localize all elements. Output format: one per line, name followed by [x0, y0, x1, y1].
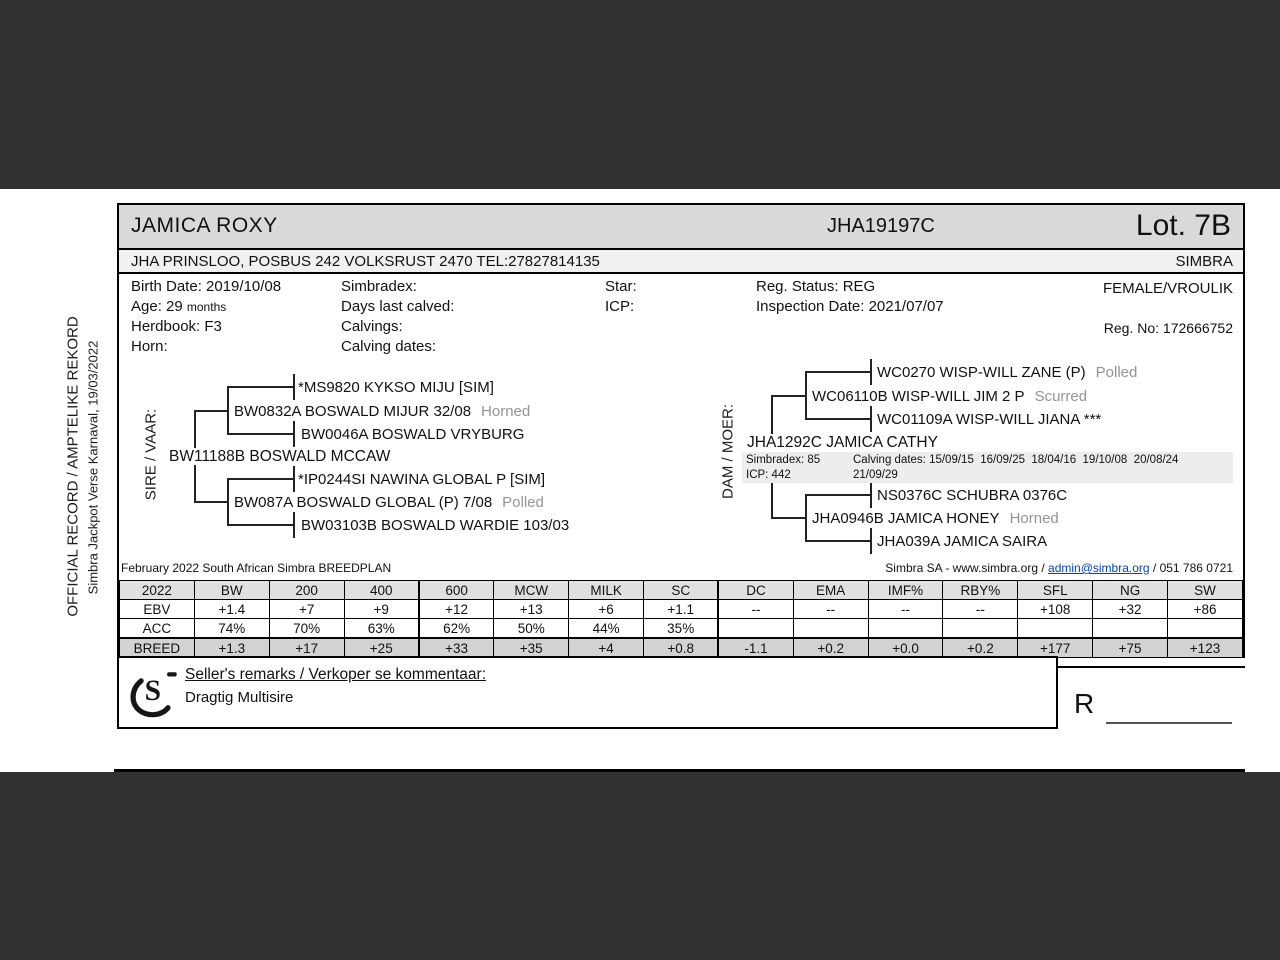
- ebv-col-header: EMA: [793, 581, 868, 600]
- ebv-cell: +1.4: [194, 600, 269, 619]
- birth-date: Birth Date: 2019/10/08: [131, 278, 282, 295]
- ebv-cell: 62%: [419, 619, 494, 639]
- email-link[interactable]: admin@simbra.org: [1048, 561, 1150, 575]
- dam-axis-label: DAM / MOER:: [719, 404, 737, 500]
- dam-calving-dates-2: 21/09/29: [853, 469, 898, 481]
- ebv-cell: 50%: [494, 619, 569, 639]
- tree-line: [227, 387, 229, 434]
- ebv-col-header: NG: [1093, 581, 1168, 600]
- ebv-cell: [718, 619, 793, 639]
- ebv-row-breed: [120, 638, 1243, 658]
- title-bar: [119, 205, 1243, 250]
- sire-dam: BW087A BOSWALD GLOBAL (P) 7/08 Polled: [233, 494, 547, 511]
- seller-remarks-box: [117, 656, 1058, 729]
- dam-grandsire-1: WC0270 WISP-WILL ZANE (P) Polled: [876, 364, 1140, 381]
- tree-line: [227, 479, 229, 526]
- sire-sire: BW0832A BOSWALD MIJUR 32/08 Horned: [233, 403, 533, 420]
- tree-line: [805, 494, 870, 496]
- ebv-cell: 35%: [644, 619, 719, 639]
- tree-line: [293, 374, 295, 400]
- ebv-cell: +1.1: [644, 600, 719, 619]
- ebv-col-header: BW: [194, 581, 269, 600]
- dam-name: JHA1292C JAMICA CATHY: [746, 434, 941, 451]
- ebv-table: [119, 580, 1243, 658]
- tree-line: [227, 524, 293, 526]
- sire-grandsire-1: *MS9820 KYKSO MIJU [SIM]: [297, 379, 497, 396]
- tree-line: [194, 501, 227, 503]
- currency-symbol: R: [1074, 688, 1095, 719]
- herdbook: Herdbook: F3: [131, 318, 222, 335]
- dam-dam: JHA0946B JAMICA HONEY Horned: [811, 510, 1062, 527]
- age: Age: 29 months: [131, 298, 227, 315]
- ebv-cell: +13: [494, 600, 569, 619]
- tree-line: [293, 512, 295, 538]
- sire-granddam-2: BW03103B BOSWALD WARDIE 103/03: [300, 517, 572, 534]
- ebv-cell: +35: [494, 638, 569, 658]
- tree-line: [870, 359, 872, 385]
- dam-fertility-info: [742, 452, 1233, 483]
- dam-simbradex: Simbradex: 85: [746, 454, 821, 466]
- ebv-header-row: [120, 581, 1243, 600]
- tree-line: [771, 395, 805, 397]
- dam-icp: ICP: 442: [746, 469, 791, 481]
- official-record-banner: OFFICIAL RECORD / AMPTELIKE REKORD: [64, 316, 82, 617]
- info-col-2: [341, 277, 454, 357]
- ebv-cell: +177: [1018, 638, 1093, 658]
- ebv-cell: [793, 619, 868, 639]
- ebv-cell: -1.1: [718, 638, 793, 658]
- ebv-cell: [943, 619, 1018, 639]
- calving-dates-label: Calving dates:: [341, 338, 437, 355]
- dam-grandsire-2: NS0376C SCHUBRA 0376C: [876, 487, 1070, 504]
- sire-name: BW11188B BOSWALD MCCAW: [168, 448, 393, 465]
- page-bottom-rule: [114, 769, 1245, 772]
- ebv-col-header: 200: [269, 581, 344, 600]
- ebv-cell: [1018, 619, 1093, 639]
- animal-record-card: [117, 203, 1245, 658]
- tree-line: [805, 372, 807, 420]
- ebv-col-header: IMF%: [868, 581, 943, 600]
- tree-line: [293, 466, 295, 492]
- ebv-row-label: ACC: [120, 619, 195, 639]
- ebv-cell: 63%: [344, 619, 419, 639]
- info-col-4: [756, 277, 944, 317]
- tree-line: [227, 386, 293, 388]
- tree-line: [771, 517, 805, 519]
- ebv-row-ebv: [120, 600, 1243, 619]
- top-dark-bar: [0, 0, 1280, 189]
- ebv-cell: +9: [344, 600, 419, 619]
- ebv-col-header: 600: [419, 581, 494, 600]
- ebv-cell: +6: [569, 600, 644, 619]
- ebv-cell: +7: [269, 600, 344, 619]
- tree-line: [771, 395, 773, 435]
- reg-no: Reg. No: 172666752: [1103, 320, 1233, 336]
- ebv-cell: --: [868, 600, 943, 619]
- dam-granddam-1: WC01109A WISP-WILL JIANA ***: [876, 411, 1104, 428]
- ebv-col-header: RBY%: [943, 581, 1018, 600]
- tree-line: [227, 478, 293, 480]
- reg-status: Reg. Status: REG: [756, 278, 876, 295]
- ebv-col-header: 400: [344, 581, 419, 600]
- tree-line: [293, 421, 295, 447]
- tree-line: [805, 418, 870, 420]
- tree-line: [194, 410, 227, 412]
- sire-granddam-1: BW0046A BOSWALD VRYBURG: [300, 426, 527, 443]
- ebv-cell: +0.8: [644, 638, 719, 658]
- simbra-logo-icon: [129, 665, 181, 721]
- ebv-cell: --: [718, 600, 793, 619]
- ebv-row-label: EBV: [120, 600, 195, 619]
- ebv-cell: [868, 619, 943, 639]
- seller-bar: [119, 250, 1243, 274]
- horn-label: Horn:: [131, 338, 168, 355]
- ebv-cell: +17: [269, 638, 344, 658]
- price-box-rule: [1058, 666, 1245, 668]
- ebv-col-header: SC: [644, 581, 719, 600]
- icp-label: ICP:: [605, 298, 635, 315]
- tree-line: [771, 483, 773, 519]
- ebv-row-label: BREED: [120, 638, 195, 658]
- remarks-text: Dragtig Multisire: [185, 689, 294, 706]
- ebv-cell: +33: [419, 638, 494, 658]
- event-banner: Simbra Jackpot Verse Karnaval, 19/03/2022: [85, 340, 101, 595]
- ebv-cell: +32: [1093, 600, 1168, 619]
- dam-sire: WC06110B WISP-WILL JIM 2 P Scurred: [811, 388, 1090, 405]
- info-col-3: [605, 277, 637, 317]
- simbradex-label: Simbradex:: [341, 278, 417, 295]
- animal-name: JAMICA ROXY: [131, 214, 278, 237]
- ebv-cell: +0.0: [868, 638, 943, 658]
- ebv-col-header: SFL: [1018, 581, 1093, 600]
- ebv-col-header: SW: [1168, 581, 1243, 600]
- sex-label: FEMALE/VROULIK: [1102, 280, 1233, 297]
- ebv-cell: 44%: [569, 619, 644, 639]
- tree-line: [870, 482, 872, 508]
- breed-name: SIMBRA: [1175, 253, 1233, 270]
- ebv-col-header: 2022: [120, 581, 195, 600]
- ebv-cell: +25: [344, 638, 419, 658]
- ebv-cell: --: [793, 600, 868, 619]
- ebv-cell: +123: [1168, 638, 1243, 658]
- tree-line: [805, 494, 807, 542]
- sire-grandsire-2: *IP0244SI NAWINA GLOBAL P [SIM]: [297, 471, 548, 488]
- ebv-cell: +75: [1093, 638, 1168, 658]
- ebv-cell: [1168, 619, 1243, 639]
- inspection-date: Inspection Date: 2021/07/07: [756, 298, 944, 315]
- ebv-cell: +12: [419, 600, 494, 619]
- seller-address: JHA PRINSLOO, POSBUS 242 VOLKSRUST 2470 TEL:27827814135: [131, 253, 600, 270]
- ebv-col-header: MILK: [569, 581, 644, 600]
- ebv-cell: [1093, 619, 1168, 639]
- ebv-cell: +1.3: [194, 638, 269, 658]
- tree-line: [227, 433, 293, 435]
- sire-axis-label: SIRE / VAAR:: [142, 408, 160, 501]
- bottom-dark-bar: [0, 772, 1280, 960]
- ebv-row-acc: [120, 619, 1243, 639]
- ebv-col-header: DC: [718, 581, 793, 600]
- ebv-cell: +108: [1018, 600, 1093, 619]
- remarks-title: Seller's remarks / Verkoper se kommentaar:: [185, 666, 487, 683]
- days-last-calved-label: Days last calved:: [341, 298, 455, 315]
- tree-line: [870, 528, 872, 554]
- svg-text:S: S: [144, 674, 161, 707]
- ebv-cell: 74%: [194, 619, 269, 639]
- dam-granddam-2: JHA039A JAMICA SAIRA: [876, 533, 1050, 550]
- ebv-cell: +0.2: [793, 638, 868, 658]
- info-col-1: [131, 277, 281, 357]
- price-blank-line[interactable]: [1106, 722, 1232, 724]
- star-label: Star:: [605, 278, 637, 295]
- ebv-col-header: MCW: [494, 581, 569, 600]
- ebv-cell: --: [943, 600, 1018, 619]
- tree-line: [870, 406, 872, 432]
- ebv-cell: +4: [569, 638, 644, 658]
- tree-line: [805, 371, 870, 373]
- tree-line: [805, 540, 870, 542]
- breedplan-contact: Simbra SA - www.simbra.org / admin@simbra.org / 051 786 0721: [885, 561, 1233, 575]
- ebv-cell: 70%: [269, 619, 344, 639]
- lot-number: Lot. 7B: [1135, 209, 1231, 242]
- calvings-label: Calvings:: [341, 318, 403, 335]
- breedplan-edition: February 2022 South African Simbra BREEDPLAN: [121, 561, 392, 575]
- animal-id: JHA19197C: [827, 215, 935, 237]
- ebv-cell: +86: [1168, 600, 1243, 619]
- ebv-cell: +0.2: [943, 638, 1018, 658]
- dam-calving-dates: Calving dates: 15/09/15 16/09/25 18/04/16 19/10/08 20/08/24: [853, 454, 1179, 466]
